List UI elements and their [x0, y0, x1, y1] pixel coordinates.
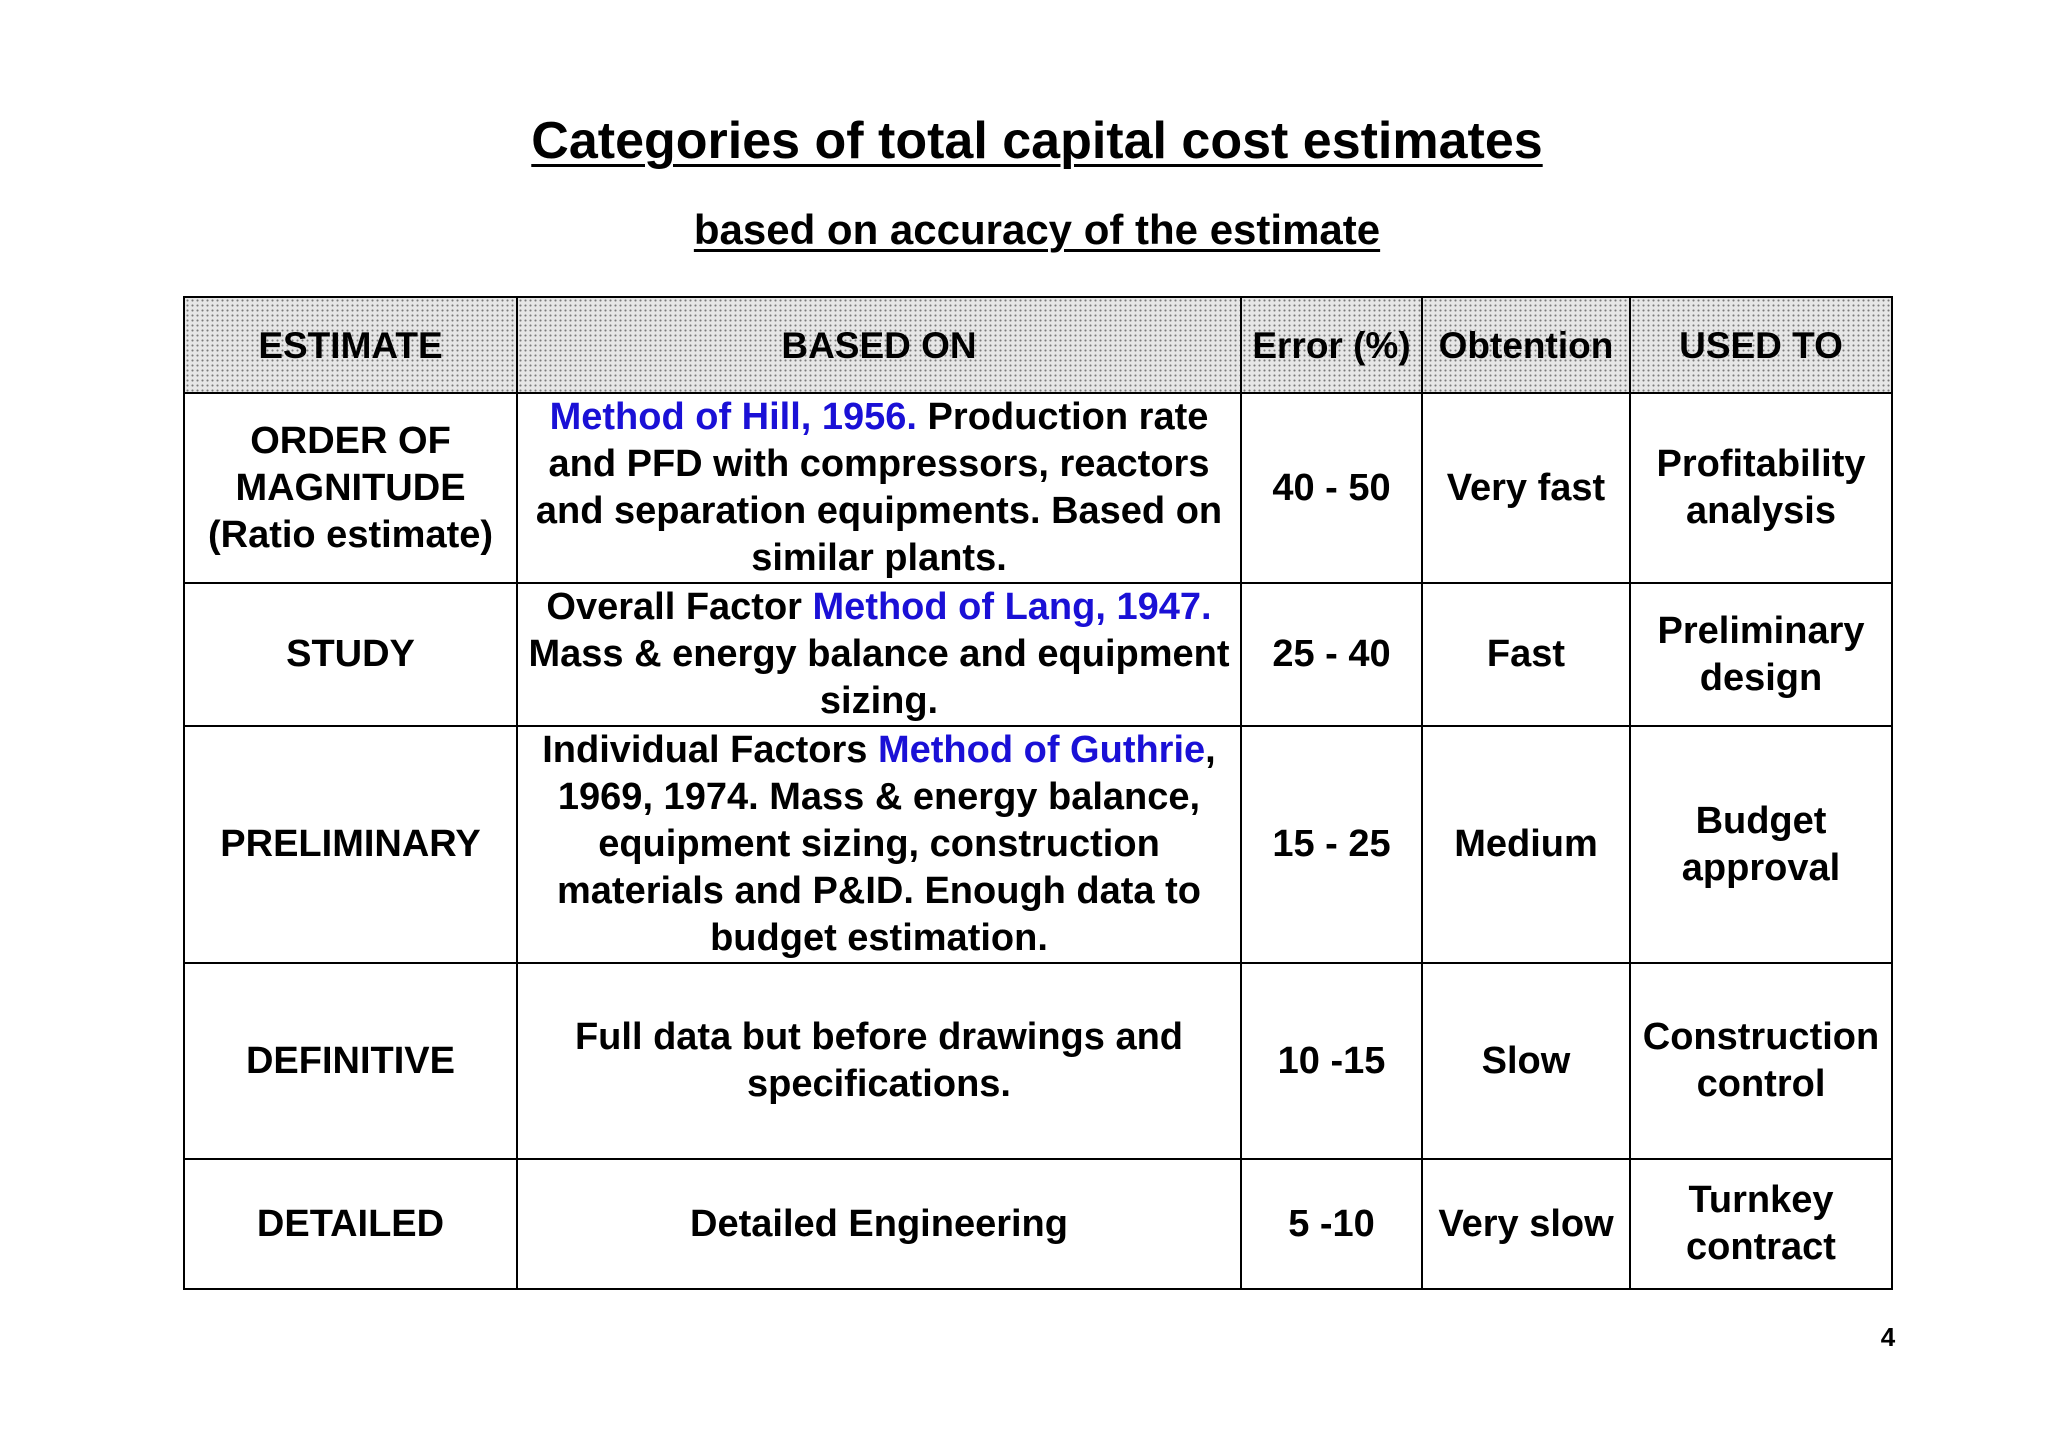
table-row-preliminary — [184, 726, 1892, 963]
cell-estimate: DEFINITIVE — [184, 963, 517, 1159]
cell-based-on: Detailed Engineering — [517, 1159, 1241, 1289]
header-row — [184, 297, 1892, 393]
cell-based-on — [517, 726, 1241, 963]
cell-based-on — [517, 583, 1241, 726]
header-estimate: ESTIMATE — [184, 297, 517, 393]
header-obtention: Obtention — [1422, 297, 1630, 393]
cell-used-to: Budget approval — [1630, 726, 1892, 963]
based-on-text: Mass & energy balance and equipment sizing. — [528, 633, 1230, 722]
cell-error: 25 - 40 — [1241, 583, 1422, 726]
table-body — [184, 393, 1892, 1289]
method-reference: Method of Guthrie — [877, 729, 1206, 771]
page-title: Categories of total capital cost estimates — [531, 112, 1543, 170]
based-on-prefix: Overall Factor — [546, 586, 813, 628]
cell-obtention: Slow — [1422, 963, 1630, 1159]
cell-obtention: Fast — [1422, 583, 1630, 726]
table-header — [184, 297, 1892, 393]
cell-estimate: ORDER OF MAGNITUDE (Ratio estimate) — [184, 393, 517, 583]
cell-estimate: PRELIMINARY — [184, 726, 517, 963]
cell-used-to: Preliminary design — [1630, 583, 1892, 726]
cell-based-on: Full data but before drawings and specifications. — [517, 963, 1241, 1159]
page-number: 4 — [1880, 1322, 1896, 1352]
cell-error: 5 -10 — [1241, 1159, 1422, 1289]
cell-error: 10 -15 — [1241, 963, 1422, 1159]
header-based-on: BASED ON — [517, 297, 1241, 393]
cell-obtention: Very fast — [1422, 393, 1630, 583]
table-row-definitive — [184, 963, 1892, 1159]
cell-used-to: Profitability analysis — [1630, 393, 1892, 583]
page-subtitle: based on accuracy of the estimate — [693, 206, 1381, 253]
cell-obtention: Medium — [1422, 726, 1630, 963]
cell-obtention: Very slow — [1422, 1159, 1630, 1289]
cost-estimates-table — [183, 296, 1893, 1290]
table-row-order-of-magnitude — [184, 393, 1892, 583]
cell-estimate: STUDY — [184, 583, 517, 726]
cell-used-to: Construction control — [1630, 963, 1892, 1159]
based-on-prefix: Individual Factors — [542, 729, 878, 771]
cell-error: 40 - 50 — [1241, 393, 1422, 583]
cell-used-to: Turnkey contract — [1630, 1159, 1892, 1289]
based-on-text: Production rate and PFD with compressors, reactors and separation equipments. Based on similar plants. — [535, 396, 1223, 579]
table-row-study — [184, 583, 1892, 726]
header-used-to: USED TO — [1630, 297, 1892, 393]
header-error: Error (%) — [1241, 297, 1422, 393]
cell-based-on — [517, 393, 1241, 583]
cell-estimate: DETAILED — [184, 1159, 517, 1289]
method-reference: Method of Lang, 1947. — [812, 586, 1212, 628]
table-row-detailed — [184, 1159, 1892, 1289]
cell-error: 15 - 25 — [1241, 726, 1422, 963]
method-reference: Method of Hill, 1956. — [549, 396, 917, 438]
based-on-text: , 1969, 1974. Mass & energy balance, equipment sizing, construction materials and P&ID. Enough data to budget estimation. — [557, 729, 1216, 959]
